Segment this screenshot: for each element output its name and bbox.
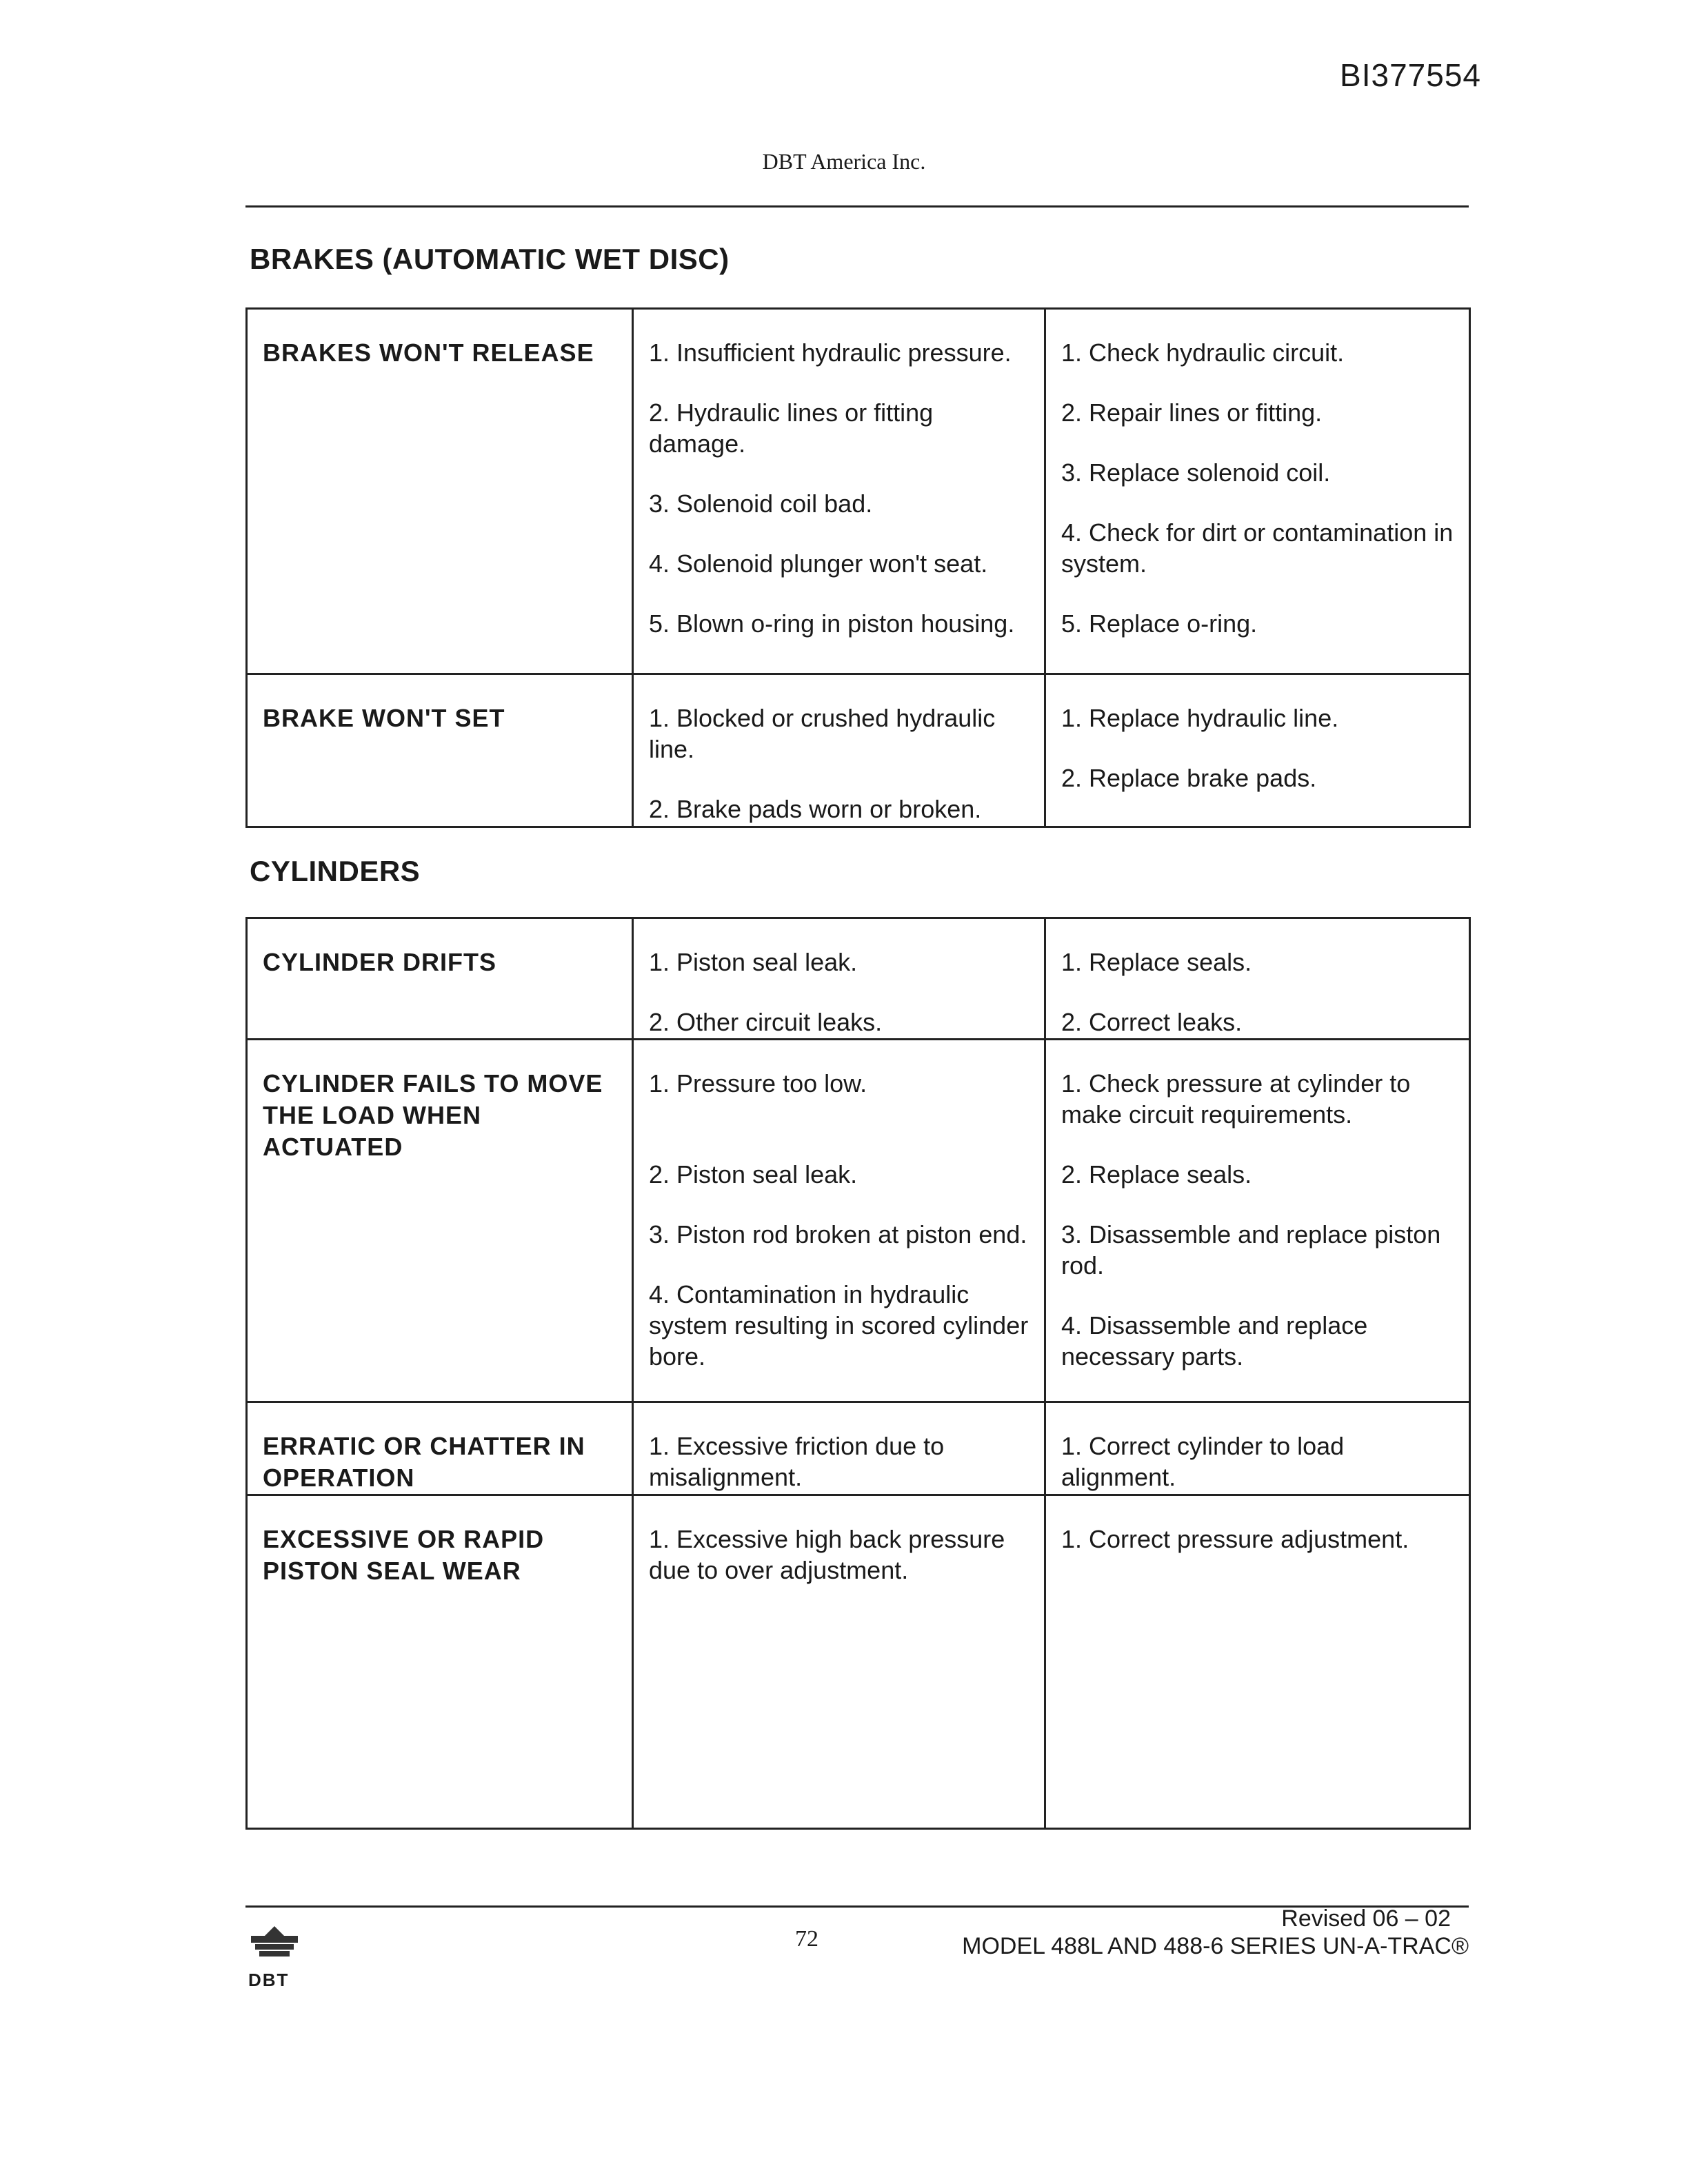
problem-cell — [247, 1495, 633, 1829]
revision-date: Revised 06 – 02 — [1281, 1905, 1451, 1932]
page-number: 72 — [795, 1926, 818, 1952]
table-row — [247, 1495, 1470, 1829]
table-row — [247, 1040, 1470, 1402]
problem-label: BRAKES WON'T RELEASE — [263, 338, 594, 367]
remedy-item: 1. Replace hydraulic line. — [1061, 704, 1339, 732]
remedy-item: 4. Check for dirt or contamination in system. — [1061, 518, 1454, 578]
cause-item: 3. Solenoid coil bad. — [649, 489, 873, 518]
problem-cell — [247, 674, 633, 827]
cause-item: 4. Contamination in hydraulic system resulting in scored cylinder bore. — [649, 1280, 1029, 1371]
remedy-item: 2. Correct leaks. — [1061, 1008, 1243, 1036]
remedy-item: 3. Disassemble and replace piston rod. — [1061, 1220, 1441, 1280]
cause-cell — [633, 674, 1045, 827]
problem-label: EXCESSIVE OR RAPID PISTON SEAL WEAR — [263, 1525, 545, 1585]
remedy-item: 2. Repair lines or fitting. — [1061, 398, 1323, 427]
problem-label: CYLINDER FAILS TO MOVE THE LOAD WHEN ACTUATED — [263, 1069, 603, 1161]
remedy-cell — [1045, 1040, 1470, 1402]
cause-item: 3. Piston rod broken at piston end. — [649, 1220, 1027, 1248]
brakes-table — [245, 307, 1471, 828]
cylinders-table — [245, 917, 1471, 1830]
remedy-item: 1. Replace seals. — [1061, 948, 1252, 976]
cause-item: 1. Insufficient hydraulic pressure. — [649, 338, 1012, 367]
remedy-cell — [1045, 674, 1470, 827]
cause-cell — [633, 918, 1045, 1040]
table-row — [247, 918, 1470, 1040]
cause-cell — [633, 1402, 1045, 1495]
table-row — [247, 1402, 1470, 1495]
cause-cell — [633, 1040, 1045, 1402]
company-name: DBT America Inc. — [762, 149, 926, 174]
table-row — [247, 309, 1470, 674]
document-id: BI377554 — [1340, 57, 1481, 93]
remedy-item: 2. Replace brake pads. — [1061, 764, 1317, 792]
cause-item: 1. Excessive high back pressure due to over adjustment. — [649, 1525, 1005, 1584]
remedy-cell — [1045, 309, 1470, 674]
footer-logo — [248, 1923, 303, 1991]
cause-item: 2. Brake pads worn or broken. — [649, 795, 982, 823]
header-rule — [245, 205, 1469, 208]
cause-item: 2. Other circuit leaks. — [649, 1008, 883, 1036]
remedy-item: 3. Replace solenoid coil. — [1061, 458, 1331, 487]
cylinders-heading: CYLINDERS — [250, 855, 421, 887]
cause-item: 1. Piston seal leak. — [649, 948, 858, 976]
problem-cell — [247, 1402, 633, 1495]
dbt-logo-icon — [248, 1923, 301, 1962]
problem-cell — [247, 1040, 633, 1402]
problem-label: BRAKE WON'T SET — [263, 704, 505, 732]
remedy-item: 5. Replace o-ring. — [1061, 609, 1258, 638]
problem-label: ERRATIC OR CHATTER IN OPERATION — [263, 1432, 585, 1492]
remedy-item: 1. Check hydraulic circuit. — [1061, 338, 1345, 367]
table-row — [247, 674, 1470, 827]
logo-text: DBT — [248, 1970, 290, 1990]
brakes-heading: BRAKES (AUTOMATIC WET DISC) — [250, 243, 730, 275]
remedy-cell — [1045, 1495, 1470, 1829]
cause-item: 4. Solenoid plunger won't seat. — [649, 549, 988, 578]
cause-item: 5. Blown o-ring in piston housing. — [649, 609, 1015, 638]
remedy-item: 4. Disassemble and replace necessary parts. — [1061, 1311, 1368, 1371]
remedy-item: 2. Replace seals. — [1061, 1160, 1252, 1189]
cause-item: 2. Hydraulic lines or fitting damage. — [649, 398, 934, 458]
model-name: MODEL 488L AND 488-6 SERIES UN-A-TRAC® — [962, 1933, 1469, 1959]
remedy-item: 1. Correct pressure adjustment. — [1061, 1525, 1409, 1553]
problem-cell — [247, 309, 633, 674]
problem-cell — [247, 918, 633, 1040]
remedy-item: 1. Correct cylinder to load alignment. — [1061, 1432, 1345, 1491]
cause-item: 2. Piston seal leak. — [649, 1160, 858, 1189]
cause-item: 1. Pressure too low. — [649, 1069, 867, 1098]
remedy-item: 1. Check pressure at cylinder to make circuit requirements. — [1061, 1069, 1411, 1129]
cause-item: 1. Blocked or crushed hydraulic line. — [649, 704, 996, 763]
cause-item: 1. Excessive friction due to misalignment. — [649, 1432, 945, 1491]
problem-label: CYLINDER DRIFTS — [263, 948, 496, 976]
cause-cell — [633, 309, 1045, 674]
cause-cell — [633, 1495, 1045, 1829]
remedy-cell — [1045, 1402, 1470, 1495]
remedy-cell — [1045, 918, 1470, 1040]
